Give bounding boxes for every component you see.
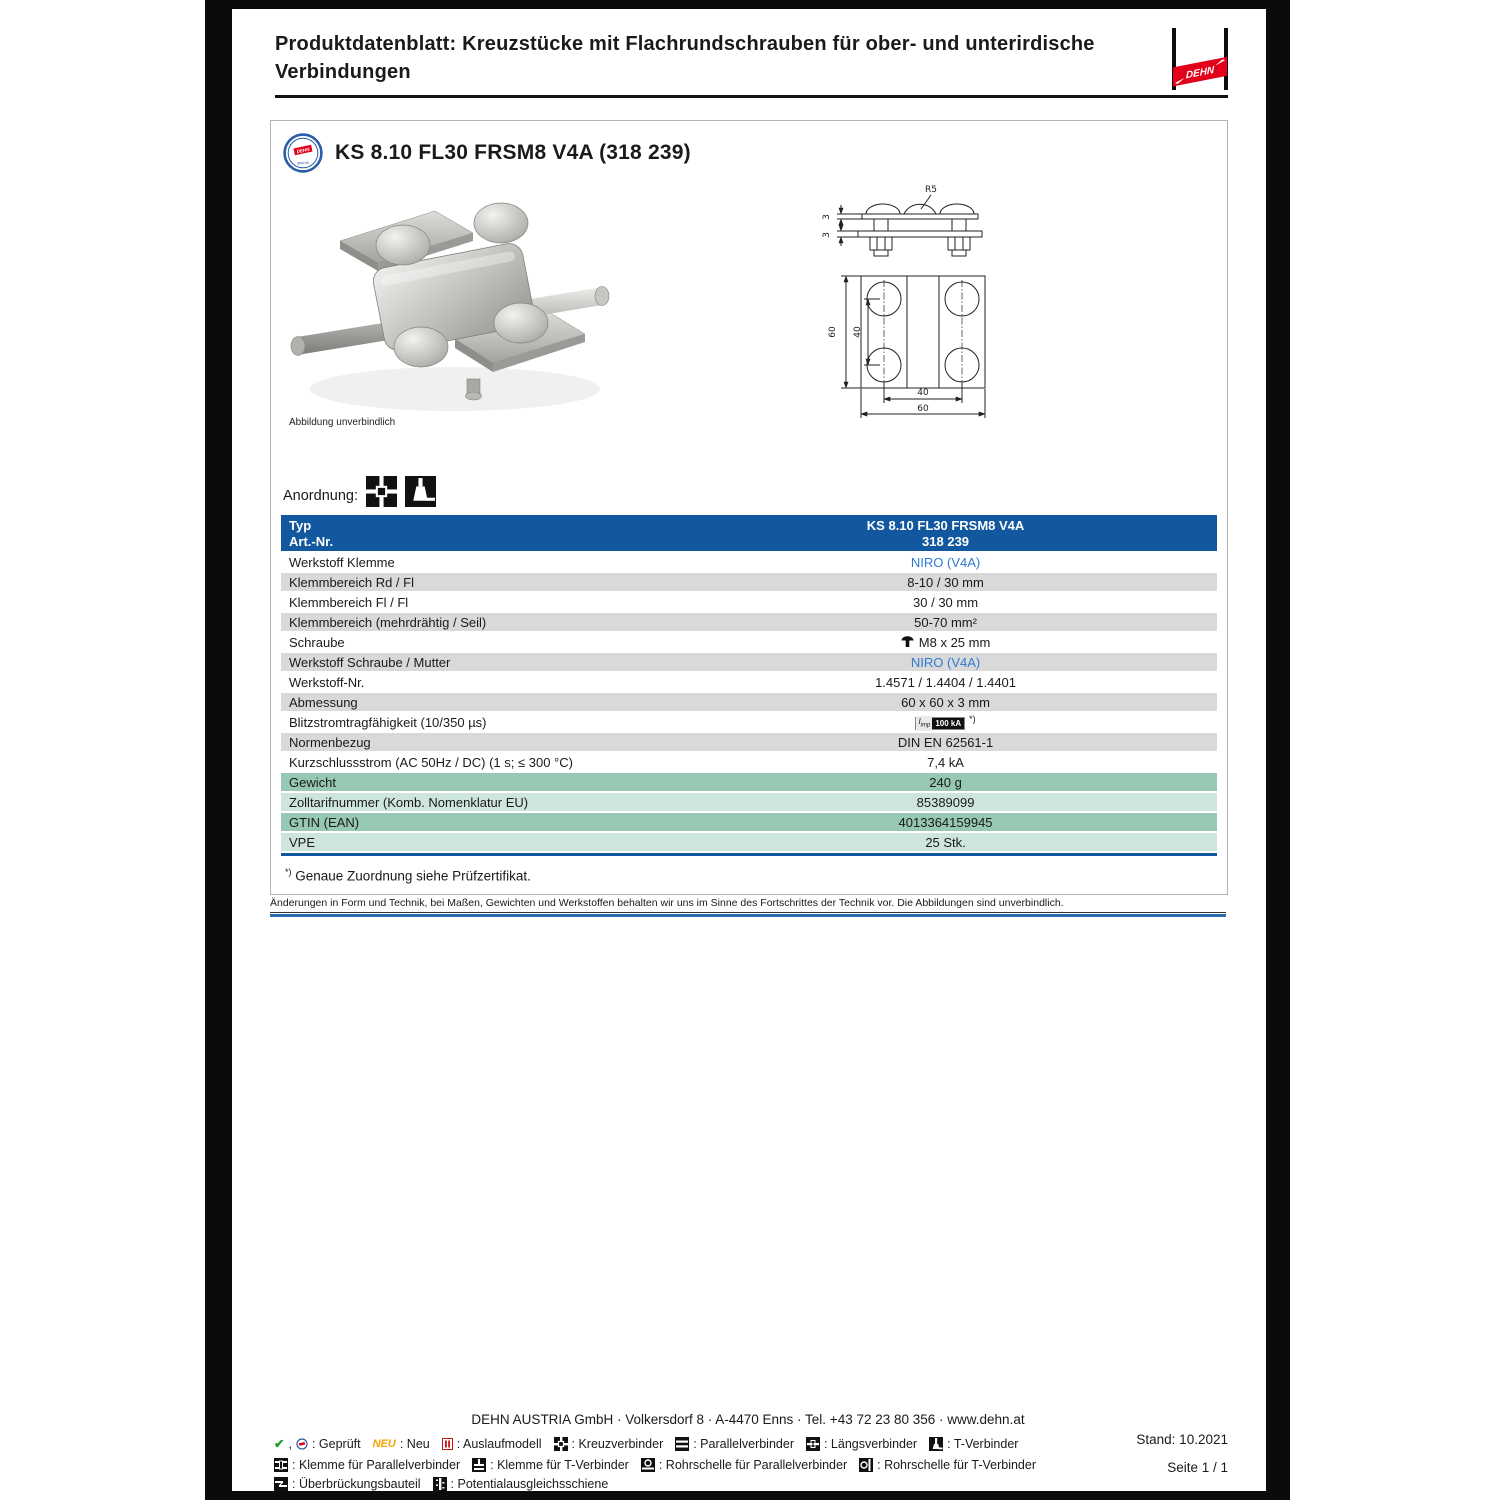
t-verbinder-icon: [929, 1437, 943, 1451]
table-row: Abmessung 60 x 60 x 3 mm: [281, 693, 1217, 711]
dehn-logo: [1170, 28, 1230, 92]
table-row: GTIN (EAN) 4013364159945: [281, 813, 1217, 831]
table-row: Blitzstromtragfähigkeit (10/350 µs) $I_{imp}$ 100 kA *): [281, 713, 1217, 731]
dim-thickness1: 3: [822, 214, 832, 220]
table-row: Klemmbereich (mehrdrähtig / Seil) 50-70 mm²: [281, 613, 1217, 631]
photo-caption: Abbildung unverbindlich: [289, 417, 396, 428]
seal-mini-icon: [296, 1438, 308, 1450]
cross-connector-icon: [366, 476, 397, 507]
company-address-line: DEHN AUSTRIA GmbH · Volkersdorf 8 · A-4470 Enns · Tel. +43 72 23 80 356 · www.dehn.at: [471, 1412, 1025, 1427]
table-row: Kurzschlussstrom (AC 50Hz / DC) (1 s; ≤ 300 °C) 7,4 kA: [281, 753, 1217, 771]
table-row: Werkstoff Schraube / Mutter NIRO (V4A): [281, 653, 1217, 671]
dehn-flag-icon: [1170, 54, 1230, 92]
disclaimer-rule: [270, 914, 1226, 917]
t-connector-icon: [405, 476, 436, 507]
table-row: Werkstoff Klemme NIRO (V4A): [281, 553, 1217, 571]
screw-icon: [901, 636, 914, 648]
dim-thickness2: 3: [822, 232, 832, 238]
scan-edge-right: [1266, 0, 1290, 1500]
scan-edge-bottom: [205, 1491, 1290, 1500]
laengsverbinder-icon: [806, 1437, 820, 1451]
parallelverbinder-icon: [675, 1437, 689, 1451]
artnr-label: Art.-Nr.: [289, 533, 334, 549]
dim-r5: R5: [925, 185, 937, 195]
footnote-ref: *): [969, 713, 976, 724]
disclaimer: Änderungen in Form und Technik, bei Maßen, Gewichten und Werkstoffen behalten wir uns im Sinne des Fortschrittes der Technik vor. Die Abbildungen sind unverbindlich.: [270, 897, 1226, 913]
table-row: Werkstoff-Nr. 1.4571 / 1.4404 / 1.4401: [281, 673, 1217, 691]
dim-width-outer: 60: [917, 404, 929, 414]
scan-edge-left: [205, 0, 232, 1500]
product-title-row: [283, 133, 691, 173]
neu-badge: NEU: [372, 1437, 396, 1450]
rohrschelle-parallelverbinder-icon: [641, 1458, 655, 1472]
table-row: Zolltarifnummer (Komb. Nomenklatur EU) 85389099: [281, 793, 1217, 811]
svg-text:DEHN: DEHN: [296, 146, 310, 155]
legend-line-3: : Überbrückungsbauteil : Potentialausgleichsschiene: [274, 1477, 610, 1491]
scan-edge-top: [205, 0, 1290, 9]
document-title: Produktdatenblatt: Kreuzstücke mit Flachrundschrauben für ober- und unterirdische Verbindungen: [275, 33, 1095, 83]
product-panel: [270, 120, 1228, 895]
footnote: *) Genaue Zuordnung siehe Prüfzertifikat.: [285, 867, 531, 884]
product-photo: [285, 189, 615, 424]
document-header: [275, 30, 1228, 98]
svg-text:geprüft: geprüft: [297, 161, 309, 165]
svg-text:DEHN: DEHN: [1185, 64, 1215, 82]
dim-width-inner: 40: [917, 388, 929, 398]
potentialausgleichsschiene-icon: [433, 1477, 447, 1491]
artnr-value: 318 239: [922, 533, 970, 549]
lightning-current-badge: $I_{imp}$ 100 kA: [915, 717, 965, 730]
check-icon: ✔: [274, 1437, 285, 1451]
revision-date: Stand: 10.2021: [1136, 1432, 1228, 1447]
technical-drawing: [819, 181, 1034, 426]
table-row: Gewicht 240 g: [281, 773, 1217, 791]
auslaufmodell-icon: [442, 1438, 453, 1450]
table-header: [281, 515, 1217, 551]
anordnung-section: [283, 476, 436, 507]
material-link[interactable]: NIRO (V4A): [910, 654, 981, 670]
table-row: Normenbezug DIN EN 62561-1: [281, 733, 1217, 751]
ueberbrueckungsbauteil-icon: [274, 1477, 288, 1491]
klemme-parallelverbinder-icon: [274, 1458, 288, 1472]
dim-height-inner: 40: [853, 326, 863, 338]
kreuzverbinder-icon: [554, 1437, 568, 1451]
table-row: Klemmbereich Fl / Fl 30 / 30 mm: [281, 593, 1217, 611]
typ-label: Typ: [289, 517, 312, 533]
typ-value: KS 8.10 FL30 FRSM8 V4A: [866, 517, 1025, 533]
dehn-seal-icon: [283, 133, 323, 173]
page-number: Seite 1 / 1: [1167, 1460, 1228, 1475]
table-bottom-rule: [281, 853, 1217, 856]
anordnung-label: Anordnung:: [283, 488, 358, 504]
product-title: KS 8.10 FL30 FRSM8 V4A (318 239): [335, 141, 691, 164]
material-link[interactable]: NIRO (V4A): [910, 554, 981, 570]
table-row: Schraube M8 x 25 mm: [281, 633, 1217, 651]
table-row: VPE 25 Stk.: [281, 833, 1217, 851]
dim-height-outer: 60: [828, 326, 838, 338]
rohrschelle-t-verbinder-icon: [859, 1458, 873, 1472]
table-row: Klemmbereich Rd / Fl 8-10 / 30 mm: [281, 573, 1217, 591]
legend-line-1: ✔ , : Geprüft NEU : Neu : Auslaufmodell : Kreuzverbinder : Parallelverbinder : Längsverbinder : T-Verbinder: [274, 1436, 1019, 1451]
legend-line-2: : Klemme für Parallelverbinder : Klemme für T-Verbinder : Rohrschelle für Parallelverbinder : Rohrschelle für T-Verbinder: [274, 1458, 1038, 1472]
spec-table: [281, 515, 1217, 856]
klemme-t-verbinder-icon: [472, 1458, 486, 1472]
